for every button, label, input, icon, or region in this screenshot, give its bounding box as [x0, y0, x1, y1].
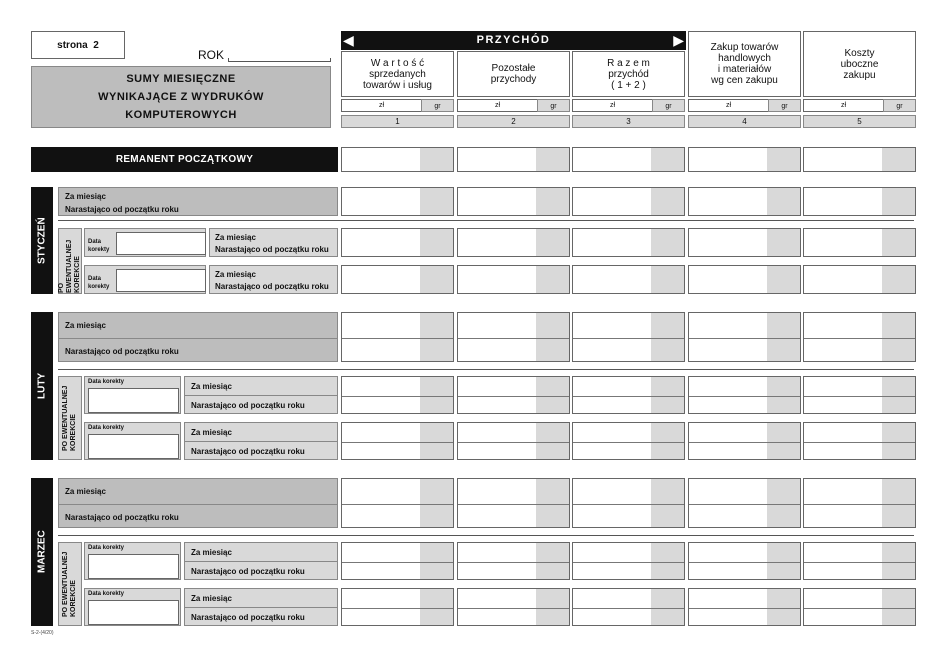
luty-korekta-2-cell-1[interactable]	[341, 422, 454, 460]
column-4-zl-label: zł	[688, 99, 769, 112]
styczen-summary-cell-5[interactable]	[803, 187, 916, 216]
przychod-label: PRZYCHÓD	[476, 34, 551, 46]
styczen-summary-cell-4[interactable]	[688, 187, 801, 216]
przychod-bar	[341, 31, 686, 50]
marzec-korekta-1-cell-3-gr[interactable]	[651, 543, 684, 579]
cell-divider	[342, 338, 453, 339]
styczen-korekta-1-cell-5-gr[interactable]	[882, 229, 915, 256]
za-miesiac-label: Za miesiąc	[215, 270, 256, 279]
luty-korekta-1-cell-4[interactable]	[688, 376, 801, 414]
cell-divider	[185, 441, 337, 442]
luty-korekta-1-cell-2-gr[interactable]	[536, 377, 569, 413]
luty-summary-cell-2[interactable]	[457, 312, 570, 362]
month-label-luty: LUTY	[31, 312, 53, 460]
data-korekty-label: Data korekty	[88, 379, 125, 385]
rok-field[interactable]	[228, 58, 331, 62]
marzec-korekta-1-cell-4-gr[interactable]	[767, 543, 800, 579]
narastajaco-label: Narastająco od początku roku	[191, 567, 305, 576]
styczen-korekta-1-cell-1-gr[interactable]	[420, 229, 453, 256]
column-2-number: 2	[457, 115, 570, 128]
marzec-korekta-2-cell-5[interactable]	[803, 588, 916, 626]
korekta-date-panel	[84, 228, 206, 257]
remanent-cell-1[interactable]	[341, 147, 454, 172]
luty-korekta-1-cell-5-gr[interactable]	[882, 377, 915, 413]
styczen-summary-cell-3-gr[interactable]	[651, 188, 684, 215]
korekta-labels	[209, 265, 338, 294]
korekta-labels	[184, 542, 338, 580]
column-5-number: 5	[803, 115, 916, 128]
narastajaco-label: Narastająco od początku roku	[215, 245, 329, 254]
styczen-summary-cell-2-gr[interactable]	[536, 188, 569, 215]
title-line-2: WYNIKAJĄCE Z WYDRUKÓW	[98, 91, 264, 103]
column-3-number: 3	[572, 115, 685, 128]
marzec-korekta-1-cell-5-gr[interactable]	[882, 543, 915, 579]
cell-divider	[458, 338, 569, 339]
cell-divider	[59, 338, 337, 339]
cell-divider	[342, 396, 453, 397]
styczen-korekta-1-cell-3[interactable]	[572, 228, 685, 257]
cell-divider	[689, 608, 800, 609]
korekta-date-panel	[84, 265, 206, 294]
luty-korekta-2-cell-4-gr[interactable]	[767, 423, 800, 459]
cell-divider	[804, 396, 915, 397]
korekta-labels	[184, 588, 338, 626]
marzec-korekta-1-cell-2-gr[interactable]	[536, 543, 569, 579]
cell-divider	[689, 338, 800, 339]
divider-line	[58, 220, 914, 221]
za-miesiac-label: Za miesiąc	[65, 192, 106, 201]
data-korekty-input[interactable]	[88, 388, 179, 413]
styczen-korekta-2-cell-1[interactable]	[341, 265, 454, 294]
narastajaco-label: Narastająco od początku roku	[65, 513, 179, 522]
month-label-styczen: STYCZEŃ	[31, 187, 53, 294]
cell-divider	[458, 608, 569, 609]
page-number-box	[31, 31, 125, 59]
column-3-zl-label: zł	[572, 99, 653, 112]
narastajaco-label: Narastająco od początku roku	[191, 447, 305, 456]
cell-divider	[689, 442, 800, 443]
cell-divider	[689, 562, 800, 563]
title-line-1: SUMY MIESIĘCZNE	[126, 73, 236, 85]
styczen-korekta-2-cell-4-gr[interactable]	[767, 266, 800, 293]
luty-summary-label	[58, 312, 338, 362]
cell-divider	[804, 504, 915, 505]
luty-summary-cell-3[interactable]	[572, 312, 685, 362]
data-korekty-label: Data korekty	[88, 425, 125, 431]
remanent-cell-3[interactable]	[572, 147, 685, 172]
page-number: 2	[93, 39, 99, 51]
data-korekty-label	[88, 238, 109, 254]
styczen-korekta-2-cell-5-gr[interactable]	[882, 266, 915, 293]
marzec-korekta-2-cell-1[interactable]	[341, 588, 454, 626]
styczen-korekta-2-cell-2-gr[interactable]	[536, 266, 569, 293]
marzec-korekta-1-cell-1[interactable]	[341, 542, 454, 580]
styczen-korekta-2-cell-2[interactable]	[457, 265, 570, 294]
footer-code: S-2-(4/20)	[31, 630, 54, 636]
styczen-korekta-2-cell-5[interactable]	[803, 265, 916, 294]
styczen-summary-cell-1[interactable]	[341, 187, 454, 216]
cell-divider	[342, 562, 453, 563]
luty-korekta-1-cell-3-gr[interactable]	[651, 377, 684, 413]
luty-korekta-2-cell-3-gr[interactable]	[651, 423, 684, 459]
marzec-summary-cell-1[interactable]	[341, 478, 454, 528]
luty-korekta-2-cell-5-gr[interactable]	[882, 423, 915, 459]
column-2-gr-label: gr	[537, 99, 570, 112]
luty-summary-cell-3-gr[interactable]	[651, 313, 684, 361]
marzec-korekta-2-cell-4[interactable]	[688, 588, 801, 626]
luty-summary-cell-5[interactable]	[803, 312, 916, 362]
styczen-summary-cell-5-gr[interactable]	[882, 188, 915, 215]
cell-divider	[573, 504, 684, 505]
cell-divider	[804, 338, 915, 339]
page-label: strona	[57, 39, 88, 51]
cell-divider	[804, 608, 915, 609]
column-1-gr-label: gr	[421, 99, 454, 112]
data-korekty-label: Data korekty	[88, 591, 125, 597]
cell-divider	[573, 338, 684, 339]
divider-line	[58, 535, 914, 536]
cell-divider	[185, 607, 337, 608]
korekta-date-panel	[84, 376, 181, 414]
luty-korekta-1-cell-3[interactable]	[572, 376, 685, 414]
remanent-cell-1-gr[interactable]	[420, 148, 453, 171]
marzec-summary-cell-4[interactable]	[688, 478, 801, 528]
korekta-date-panel	[84, 542, 181, 580]
luty-summary-cell-2-gr[interactable]	[536, 313, 569, 361]
narastajaco-label: Narastająco od początku roku	[65, 205, 179, 214]
column-5-zl-label: zł	[803, 99, 884, 112]
styczen-korekta-1-cell-2[interactable]	[457, 228, 570, 257]
za-miesiac-label: Za miesiąc	[191, 548, 232, 557]
luty-korekta-1-cell-4-gr[interactable]	[767, 377, 800, 413]
marzec-korekta-2-cell-2[interactable]	[457, 588, 570, 626]
luty-summary-cell-4-gr[interactable]	[767, 313, 800, 361]
column-1-number: 1	[341, 115, 454, 128]
data-korekty-input[interactable]	[116, 269, 206, 292]
cell-divider	[573, 442, 684, 443]
luty-korekta-2-cell-2-gr[interactable]	[536, 423, 569, 459]
za-miesiac-label: Za miesiąc	[191, 428, 232, 437]
cell-divider	[689, 504, 800, 505]
narastajaco-label: Narastająco od początku roku	[65, 347, 179, 356]
marzec-summary-cell-2-gr[interactable]	[536, 479, 569, 527]
luty-korekta-1-cell-5[interactable]	[803, 376, 916, 414]
styczen-summary-cell-3[interactable]	[572, 187, 685, 216]
marzec-summary-cell-5[interactable]	[803, 478, 916, 528]
remanent-cell-3-gr[interactable]	[651, 148, 684, 171]
marzec-summary-label	[58, 478, 338, 528]
styczen-korekta-1-cell-5[interactable]	[803, 228, 916, 257]
column-header-2: Pozostałe przychody	[457, 51, 570, 97]
luty-korekta-2-cell-1-gr[interactable]	[420, 423, 453, 459]
korekta-date-panel	[84, 588, 181, 626]
column-5-gr-label: gr	[883, 99, 916, 112]
styczen-summary-cell-1-gr[interactable]	[420, 188, 453, 215]
styczen-korekta-2-cell-4[interactable]	[688, 265, 801, 294]
styczen-korekta-1-cell-4-gr[interactable]	[767, 229, 800, 256]
cell-divider	[458, 396, 569, 397]
marzec-summary-cell-3-gr[interactable]	[651, 479, 684, 527]
styczen-korekta-2-cell-3-gr[interactable]	[651, 266, 684, 293]
luty-korekta-2-cell-3[interactable]	[572, 422, 685, 460]
za-miesiac-label: Za miesiąc	[65, 321, 106, 330]
remanent-cell-4-gr[interactable]	[767, 148, 800, 171]
po-korekcie-label: PO EWENTUALNEJ KOREKCIE	[58, 228, 82, 294]
column-4-number: 4	[688, 115, 801, 128]
marzec-korekta-2-cell-2-gr[interactable]	[536, 589, 569, 625]
cell-divider	[458, 504, 569, 505]
marzec-korekta-2-cell-5-gr[interactable]	[882, 589, 915, 625]
cell-divider	[342, 442, 453, 443]
korekta-labels	[209, 228, 338, 257]
column-header-3: R a z e m przychód ( 1 + 2 )	[572, 51, 685, 97]
marzec-korekta-1-cell-1-gr[interactable]	[420, 543, 453, 579]
data-korekty-input[interactable]	[88, 554, 179, 579]
styczen-korekta-2-cell-1-gr[interactable]	[420, 266, 453, 293]
cell-divider	[573, 608, 684, 609]
luty-korekta-2-cell-4[interactable]	[688, 422, 801, 460]
po-korekcie-label: PO EWENTUALNEJ KOREKCIE	[58, 542, 82, 626]
narastajaco-label: Narastająco od początku roku	[191, 401, 305, 410]
cell-divider	[804, 442, 915, 443]
remanent-cell-2[interactable]	[457, 147, 570, 172]
marzec-summary-cell-1-gr[interactable]	[420, 479, 453, 527]
cell-divider	[185, 561, 337, 562]
arrow-right-icon: ▶	[673, 32, 684, 48]
narastajaco-label: Narastająco od początku roku	[215, 282, 329, 291]
data-label-line: Data	[88, 276, 102, 282]
remanent-cell-2-gr[interactable]	[536, 148, 569, 171]
marzec-korekta-2-cell-3[interactable]	[572, 588, 685, 626]
za-miesiac-label: Za miesiąc	[191, 594, 232, 603]
luty-summary-cell-5-gr[interactable]	[882, 313, 915, 361]
data-korekty-input[interactable]	[88, 434, 179, 459]
luty-summary-cell-4[interactable]	[688, 312, 801, 362]
korekty-label-line: korekty	[88, 284, 110, 290]
column-header-4: Zakup towarów handlowych i materiałów wg cen zakupu	[688, 31, 801, 97]
styczen-korekta-1-cell-3-gr[interactable]	[651, 229, 684, 256]
styczen-summary-cell-4-gr[interactable]	[767, 188, 800, 215]
luty-summary-cell-1-gr[interactable]	[420, 313, 453, 361]
marzec-korekta-1-cell-4[interactable]	[688, 542, 801, 580]
styczen-korekta-2-cell-3[interactable]	[572, 265, 685, 294]
narastajaco-label: Narastająco od początku roku	[191, 613, 305, 622]
data-korekty-label	[88, 275, 109, 291]
cell-divider	[804, 562, 915, 563]
za-miesiac-label: Za miesiąc	[191, 382, 232, 391]
cell-divider	[689, 396, 800, 397]
month-label-marzec: MARZEC	[31, 478, 53, 626]
title-line-3: KOMPUTEROWYCH	[125, 109, 237, 121]
title-block	[31, 66, 331, 128]
luty-korekta-1-cell-1-gr[interactable]	[420, 377, 453, 413]
luty-summary-cell-1[interactable]	[341, 312, 454, 362]
cell-divider	[573, 562, 684, 563]
korekta-labels	[184, 422, 338, 460]
styczen-korekta-1-cell-1[interactable]	[341, 228, 454, 257]
marzec-korekta-2-cell-1-gr[interactable]	[420, 589, 453, 625]
marzec-summary-cell-2[interactable]	[457, 478, 570, 528]
styczen-summary-label	[58, 187, 338, 216]
luty-korekta-2-cell-2[interactable]	[457, 422, 570, 460]
data-korekty-input[interactable]	[116, 232, 206, 255]
remanent-label: REMANENT POCZĄTKOWY	[31, 147, 338, 172]
remanent-cell-5[interactable]	[803, 147, 916, 172]
marzec-korekta-1-cell-3[interactable]	[572, 542, 685, 580]
marzec-summary-cell-4-gr[interactable]	[767, 479, 800, 527]
cell-divider	[342, 608, 453, 609]
za-miesiac-label: Za miesiąc	[65, 487, 106, 496]
korekta-labels	[184, 376, 338, 414]
column-header-5: Koszty uboczne zakupu	[803, 31, 916, 97]
marzec-korekta-1-cell-2[interactable]	[457, 542, 570, 580]
styczen-summary-cell-2[interactable]	[457, 187, 570, 216]
styczen-korekta-1-cell-4[interactable]	[688, 228, 801, 257]
cell-divider	[573, 396, 684, 397]
korekta-date-panel	[84, 422, 181, 460]
styczen-korekta-1-cell-2-gr[interactable]	[536, 229, 569, 256]
marzec-summary-cell-5-gr[interactable]	[882, 479, 915, 527]
column-2-zl-label: zł	[457, 99, 538, 112]
marzec-korekta-2-cell-3-gr[interactable]	[651, 589, 684, 625]
remanent-cell-4[interactable]	[688, 147, 801, 172]
data-label-line: Data	[88, 239, 102, 245]
cell-divider	[59, 504, 337, 505]
luty-korekta-2-cell-5[interactable]	[803, 422, 916, 460]
cell-divider	[458, 562, 569, 563]
po-korekcie-label: PO EWENTUALNEJ KOREKCIE	[58, 376, 82, 460]
marzec-summary-cell-3[interactable]	[572, 478, 685, 528]
luty-korekta-1-cell-1[interactable]	[341, 376, 454, 414]
cell-divider	[342, 504, 453, 505]
cell-divider	[458, 442, 569, 443]
column-4-gr-label: gr	[768, 99, 801, 112]
rok-label: ROK	[198, 48, 225, 62]
luty-korekta-1-cell-2[interactable]	[457, 376, 570, 414]
arrow-left-icon: ◀	[343, 32, 354, 48]
data-korekty-label: Data korekty	[88, 545, 125, 551]
remanent-cell-5-gr[interactable]	[882, 148, 915, 171]
column-3-gr-label: gr	[652, 99, 685, 112]
divider-line	[58, 369, 914, 370]
korekty-label-line: korekty	[88, 247, 110, 253]
column-1-zl-label: zł	[341, 99, 422, 112]
marzec-korekta-2-cell-4-gr[interactable]	[767, 589, 800, 625]
marzec-korekta-1-cell-5[interactable]	[803, 542, 916, 580]
za-miesiac-label: Za miesiąc	[215, 233, 256, 242]
column-header-1: W a r t o ś ć sprzedanych towarów i usług	[341, 51, 454, 97]
data-korekty-input[interactable]	[88, 600, 179, 625]
cell-divider	[185, 395, 337, 396]
